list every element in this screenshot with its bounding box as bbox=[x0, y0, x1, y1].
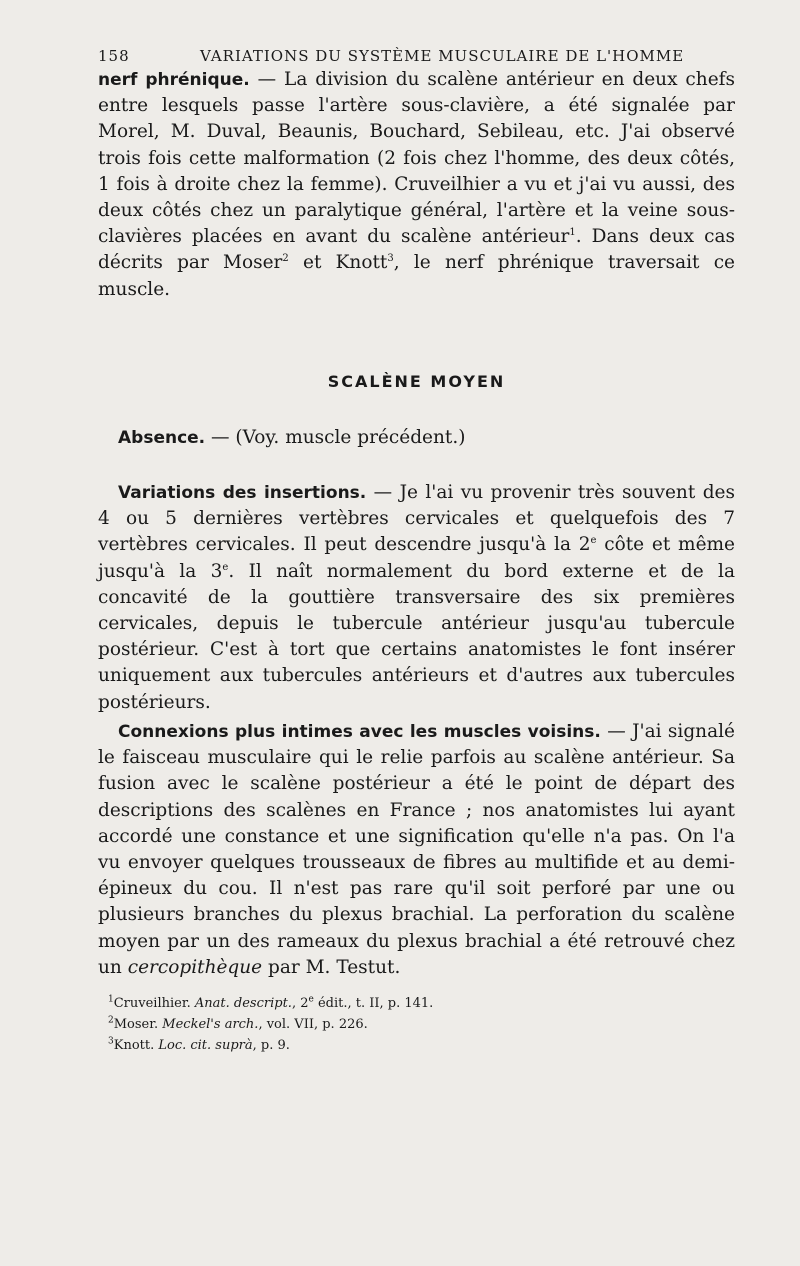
insertions-lead: Variations des insertions. bbox=[118, 483, 367, 503]
intro-text-d: , le nerf phrénique traversait ce muscle. bbox=[98, 252, 736, 300]
insertions-text-c: . Il naît normalement du bord externe et de la concavité de la gouttière transversaire des six premières cervicales, depuis le tubercule antérieur jusqu'au tubercule postérieur. C'est à tort que certains anatomistes le font insérer uniquement aux tubercules antérieurs et d'autres aux tubercules postérieurs. bbox=[98, 560, 735, 713]
intro-text-c: et Knott bbox=[288, 252, 388, 274]
footnote-text: Cruveilhier. bbox=[113, 996, 195, 1011]
running-head: VARIATIONS DU SYSTÈME MUSCULAIRE DE L'HOMME bbox=[200, 47, 685, 65]
insertions-paragraph bbox=[98, 480, 735, 716]
page-header bbox=[98, 47, 734, 67]
footnotes bbox=[108, 993, 433, 1056]
footnote-text: Knott. bbox=[113, 1038, 159, 1053]
connexions-text-a: — J'ai signalé le faisceau musculaire qui le relie parfois au scalène antérieur. Sa fusion avec le scalène postérieur a été le point de départ des descriptions des scalènes en France ; nos anatomistes lui ayant accordé une constance et une signification qu'elle n'a pas. On l'a vu envoyer quelques trousseaux de fibres au multifide et au demi-épineux du cou. Il n'est pas rare qu'il soit perforé par une ou plusieurs branches du plexus brachial. La perforation du scalène moyen par un des rameaux du plexus brachial a été retrouvé chez un bbox=[98, 721, 735, 978]
connexions-italic: cercopithèque bbox=[127, 956, 263, 978]
footnote-italic: Meckel's arch. bbox=[162, 1017, 259, 1032]
footnote-ref-2: 2 bbox=[282, 253, 289, 265]
footnote-text: , p. 9. bbox=[252, 1038, 290, 1053]
footnote-text: , vol. VII, p. 226. bbox=[258, 1017, 368, 1032]
connexions-lead: Connexions plus intimes avec les muscles voisins. bbox=[118, 722, 601, 742]
section-heading: SCALÈNE MOYEN bbox=[327, 372, 506, 391]
footnote-ref-3: 3 bbox=[387, 253, 394, 265]
footnote-text: édit., t. II, p. 141. bbox=[313, 996, 434, 1011]
footnote-ref-1: 1 bbox=[569, 227, 576, 239]
intro-text-b: . Dans deux cas décrits par Moser bbox=[98, 226, 735, 274]
footnote-text: , 2 bbox=[291, 996, 309, 1011]
absence-paragraph bbox=[98, 425, 735, 451]
footnote-sup: e bbox=[308, 994, 314, 1005]
footnote-mark: 1 bbox=[108, 994, 114, 1005]
intro-lead: nerf phrénique. bbox=[98, 70, 250, 90]
absence-lead: Absence. bbox=[118, 428, 206, 448]
footnote-text: Moser. bbox=[113, 1017, 163, 1032]
insertions-text-a: — Je l'ai vu provenir très souvent des 4 ou 5 dernières vertèbres cervicales et quelquefois des 7 vertèbres cervicales. Il peut descendre jusqu'à la 2 bbox=[98, 482, 735, 556]
connexions-paragraph bbox=[98, 719, 735, 981]
footnote-2 bbox=[108, 1014, 433, 1035]
footnote-italic: Loc. cit. suprà bbox=[158, 1038, 253, 1053]
absence-text: — (Voy. muscle précédent.) bbox=[205, 427, 466, 448]
footnote-1 bbox=[108, 993, 433, 1014]
ordinal-sup-2: e bbox=[222, 561, 229, 573]
footnote-mark: 2 bbox=[108, 1015, 114, 1026]
page-number: 158 bbox=[98, 47, 130, 65]
intro-text-a: — La division du scalène antérieur en deux chefs entre lesquels passe l'artère sous-clavière, a été signalée par Morel, M. Duval, Beaunis, Bouchard, Sebileau, etc. J'ai observé trois fois cette malformation (2 fois chez l'homme, des deux côtés, 1 fois à droite chez la femme). Cruveilhier a vu et j'ai vu aussi, des deux côtés chez un paralytique général, l'artère et la veine sous-clavières placées en avant du scalène antérieur bbox=[98, 69, 735, 248]
footnote-italic: Anat. descript. bbox=[194, 996, 292, 1011]
footnote-mark: 3 bbox=[108, 1036, 114, 1047]
footnote-3 bbox=[108, 1035, 433, 1056]
ordinal-sup-1: e bbox=[590, 535, 597, 547]
intro-paragraph bbox=[98, 67, 735, 303]
insertions-text-b: côte et même jusqu'à la 3 bbox=[98, 534, 736, 582]
connexions-text-b: par M. Testut. bbox=[262, 956, 401, 978]
